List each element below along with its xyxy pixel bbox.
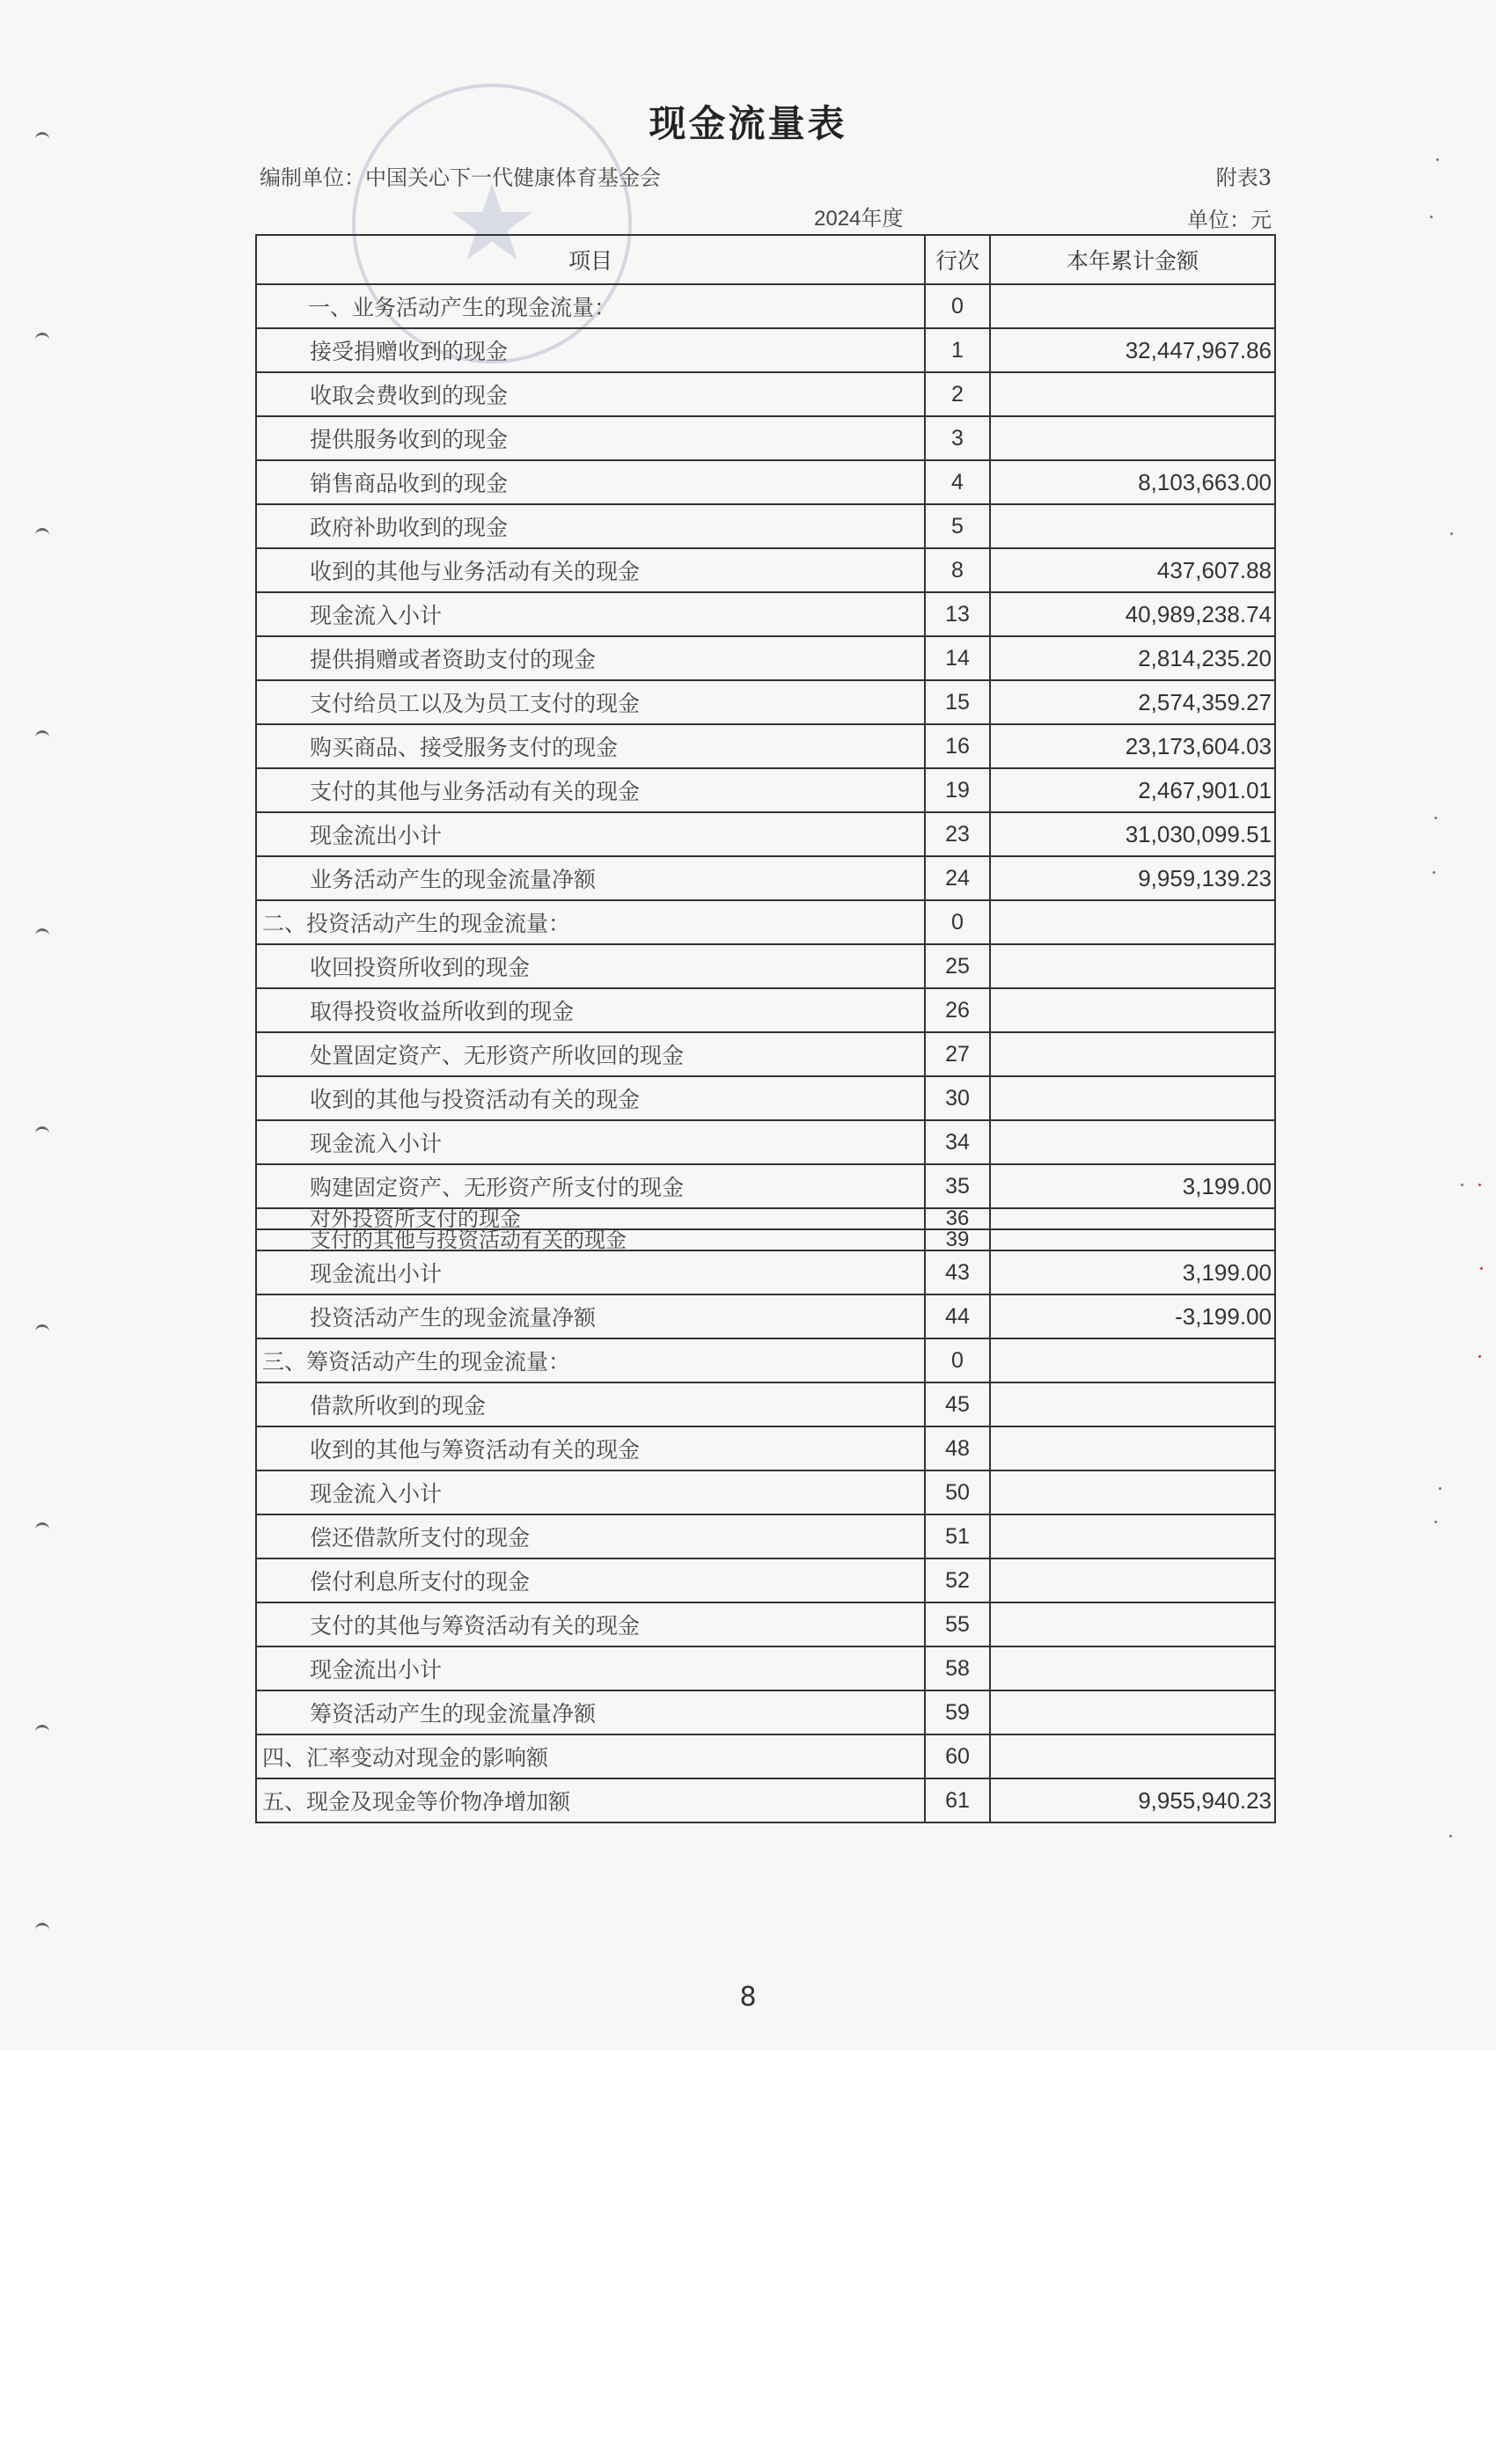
row-line: 50 <box>925 1470 990 1514</box>
row-amount <box>990 1120 1275 1164</box>
scan-speck <box>1461 1184 1463 1186</box>
table-row <box>256 1250 1275 1294</box>
unit-label: 单位：元 <box>1187 208 1272 232</box>
row-amount <box>990 1734 1275 1778</box>
punch-hole-mark <box>35 1126 49 1138</box>
row-amount <box>990 988 1275 1032</box>
seal-star-icon: ★ <box>444 162 539 285</box>
table-row <box>256 1734 1275 1778</box>
row-line: 61 <box>925 1778 990 1822</box>
table-row <box>256 768 1275 812</box>
row-amount: 8,103,663.00 <box>990 460 1275 504</box>
row-item: 购建固定资产、无形资产所支付的现金 <box>256 1164 925 1208</box>
row-item: 现金流入小计 <box>256 1470 925 1514</box>
row-line: 27 <box>925 1032 990 1076</box>
row-line: 19 <box>925 768 990 812</box>
page-title: 现金流量表 <box>649 102 847 145</box>
row-item: 收到的其他与投资活动有关的现金 <box>256 1076 925 1120</box>
row-item: 投资活动产生的现金流量净额 <box>256 1294 925 1338</box>
row-line: 52 <box>925 1558 990 1602</box>
row-amount: 3,199.00 <box>990 1250 1275 1294</box>
table-row <box>256 1558 1275 1602</box>
row-amount: 3,199.00 <box>990 1164 1275 1208</box>
row-amount <box>990 1690 1275 1734</box>
table-row <box>256 988 1275 1032</box>
table-row <box>256 592 1275 636</box>
row-line: 39 <box>925 1229 990 1250</box>
scan-speck <box>1449 1835 1452 1837</box>
cash-flow-table <box>255 234 1276 1823</box>
punch-hole-mark <box>35 730 49 742</box>
column-header-line: 行次 <box>925 235 990 284</box>
row-amount <box>990 1426 1275 1470</box>
scan-speck <box>1450 532 1453 535</box>
page-number: 8 <box>739 1982 757 2013</box>
punch-hole-mark <box>35 1522 49 1534</box>
row-amount <box>990 284 1275 328</box>
table-row <box>256 504 1275 548</box>
row-amount <box>990 1208 1275 1229</box>
table-row <box>256 1076 1275 1120</box>
row-item: 偿还借款所支付的现金 <box>256 1514 925 1558</box>
row-amount <box>990 372 1275 416</box>
row-amount <box>990 944 1275 988</box>
table-row <box>256 1426 1275 1470</box>
row-amount <box>990 504 1275 548</box>
row-line: 59 <box>925 1690 990 1734</box>
row-item: 收回投资所收到的现金 <box>256 944 925 988</box>
row-line: 1 <box>925 328 990 372</box>
punch-hole-mark <box>35 333 49 344</box>
scan-speck <box>1434 1521 1437 1523</box>
row-item: 政府补助收到的现金 <box>256 504 925 548</box>
table-row <box>256 680 1275 724</box>
row-amount <box>990 1602 1275 1646</box>
row-line: 44 <box>925 1294 990 1338</box>
scan-speck <box>1480 1267 1483 1270</box>
appendix-label: 附表3 <box>1215 165 1272 190</box>
row-item: 提供服务收到的现金 <box>256 416 925 460</box>
row-line: 13 <box>925 592 990 636</box>
table-row <box>256 812 1275 856</box>
row-line: 48 <box>925 1426 990 1470</box>
table-row <box>256 1778 1275 1822</box>
table-row <box>256 1338 1275 1382</box>
row-amount: -3,199.00 <box>990 1294 1275 1338</box>
scan-speck <box>1430 216 1433 218</box>
punch-hole-mark <box>35 928 49 940</box>
row-amount: 2,814,235.20 <box>990 636 1275 680</box>
row-item: 销售商品收到的现金 <box>256 460 925 504</box>
row-item: 借款所收到的现金 <box>256 1382 925 1426</box>
row-amount <box>990 1076 1275 1120</box>
row-amount: 32,447,967.86 <box>990 328 1275 372</box>
row-item: 现金流出小计 <box>256 812 925 856</box>
row-item: 提供捐赠或者资助支付的现金 <box>256 636 925 680</box>
scan-speck <box>1436 158 1439 161</box>
table-row <box>256 636 1275 680</box>
row-item: 收到的其他与筹资活动有关的现金 <box>256 1426 925 1470</box>
row-line: 0 <box>925 284 990 328</box>
row-item: 四、汇率变动对现金的影响额 <box>256 1734 925 1778</box>
table-row <box>256 328 1275 372</box>
table-row <box>256 1164 1275 1208</box>
row-item: 收取会费收到的现金 <box>256 372 925 416</box>
row-item: 支付的其他与投资活动有关的现金 <box>256 1229 925 1250</box>
row-line: 30 <box>925 1076 990 1120</box>
row-amount: 2,574,359.27 <box>990 680 1275 724</box>
table-row <box>256 856 1275 900</box>
row-amount <box>990 1338 1275 1382</box>
row-line: 8 <box>925 548 990 592</box>
row-item: 对外投资所支付的现金 <box>256 1208 925 1229</box>
row-item: 三、筹资活动产生的现金流量： <box>256 1338 925 1382</box>
table-row <box>256 1229 1275 1250</box>
row-line: 43 <box>925 1250 990 1294</box>
row-item: 购买商品、接受服务支付的现金 <box>256 724 925 768</box>
row-line: 0 <box>925 1338 990 1382</box>
row-item: 一、业务活动产生的现金流量： <box>256 284 925 328</box>
table-row <box>256 1690 1275 1734</box>
row-line: 5 <box>925 504 990 548</box>
row-line: 35 <box>925 1164 990 1208</box>
row-item: 取得投资收益所收到的现金 <box>256 988 925 1032</box>
row-amount <box>990 1558 1275 1602</box>
table-row <box>256 372 1275 416</box>
table-row <box>256 460 1275 504</box>
row-amount <box>990 1229 1275 1250</box>
org-label: 编制单位：中国关心下一代健康体育基金会 <box>260 165 661 190</box>
row-item: 偿付利息所支付的现金 <box>256 1558 925 1602</box>
row-amount <box>990 1646 1275 1690</box>
row-line: 36 <box>925 1208 990 1229</box>
column-header-amount: 本年累计金额 <box>990 235 1275 284</box>
scan-speck <box>1433 871 1435 874</box>
row-line: 15 <box>925 680 990 724</box>
row-line: 45 <box>925 1382 990 1426</box>
row-line: 51 <box>925 1514 990 1558</box>
row-item: 现金流出小计 <box>256 1646 925 1690</box>
row-amount: 23,173,604.03 <box>990 724 1275 768</box>
row-item: 接受捐赠收到的现金 <box>256 328 925 372</box>
row-line: 2 <box>925 372 990 416</box>
row-item: 支付的其他与业务活动有关的现金 <box>256 768 925 812</box>
column-header-item: 项目 <box>256 235 925 284</box>
row-line: 3 <box>925 416 990 460</box>
table-row <box>256 1514 1275 1558</box>
row-item: 支付的其他与筹资活动有关的现金 <box>256 1602 925 1646</box>
row-line: 14 <box>925 636 990 680</box>
table-row <box>256 1470 1275 1514</box>
punch-hole-mark <box>35 1324 49 1336</box>
row-amount <box>990 1514 1275 1558</box>
row-item: 二、投资活动产生的现金流量： <box>256 900 925 944</box>
row-line: 58 <box>925 1646 990 1690</box>
row-amount <box>990 416 1275 460</box>
table-row <box>256 1032 1275 1076</box>
table-row <box>256 900 1275 944</box>
row-amount <box>990 1470 1275 1514</box>
row-line: 25 <box>925 944 990 988</box>
punch-hole-mark <box>35 1923 49 1934</box>
scan-speck <box>1434 817 1437 819</box>
punch-hole-mark <box>35 1725 49 1736</box>
row-item: 处置固定资产、无形资产所收回的现金 <box>256 1032 925 1076</box>
table-row <box>256 416 1275 460</box>
row-amount <box>990 900 1275 944</box>
row-line: 16 <box>925 724 990 768</box>
table-row <box>256 1208 1275 1229</box>
row-line: 60 <box>925 1734 990 1778</box>
row-amount <box>990 1382 1275 1426</box>
row-amount: 31,030,099.51 <box>990 812 1275 856</box>
report-year: 2024年度 <box>814 207 904 231</box>
scan-speck <box>1439 1487 1441 1490</box>
table-row <box>256 284 1275 328</box>
row-line: 55 <box>925 1602 990 1646</box>
row-line: 24 <box>925 856 990 900</box>
punch-hole-mark <box>35 528 49 539</box>
row-item: 业务活动产生的现金流量净额 <box>256 856 925 900</box>
row-line: 4 <box>925 460 990 504</box>
table-row <box>256 1294 1275 1338</box>
table-row <box>256 1602 1275 1646</box>
table-row <box>256 1120 1275 1164</box>
table-row <box>256 548 1275 592</box>
row-amount: 40,989,238.74 <box>990 592 1275 636</box>
row-line: 23 <box>925 812 990 856</box>
table-row <box>256 724 1275 768</box>
row-amount <box>990 1032 1275 1076</box>
row-item: 现金流出小计 <box>256 1250 925 1294</box>
scan-speck <box>1478 1355 1481 1358</box>
row-line: 0 <box>925 900 990 944</box>
scan-speck <box>1478 1184 1481 1186</box>
row-item: 五、现金及现金等价物净增加额 <box>256 1778 925 1822</box>
row-item: 筹资活动产生的现金流量净额 <box>256 1690 925 1734</box>
row-item: 支付给员工以及为员工支付的现金 <box>256 680 925 724</box>
row-amount: 9,955,940.23 <box>990 1778 1275 1822</box>
table-header-row <box>256 235 1275 284</box>
row-item: 收到的其他与业务活动有关的现金 <box>256 548 925 592</box>
row-line: 26 <box>925 988 990 1032</box>
row-amount: 437,607.88 <box>990 548 1275 592</box>
table-row <box>256 1382 1275 1426</box>
table-row <box>256 944 1275 988</box>
row-amount: 2,467,901.01 <box>990 768 1275 812</box>
row-item: 现金流入小计 <box>256 592 925 636</box>
row-amount: 9,959,139.23 <box>990 856 1275 900</box>
table-row <box>256 1646 1275 1690</box>
row-item: 现金流入小计 <box>256 1120 925 1164</box>
row-line: 34 <box>925 1120 990 1164</box>
